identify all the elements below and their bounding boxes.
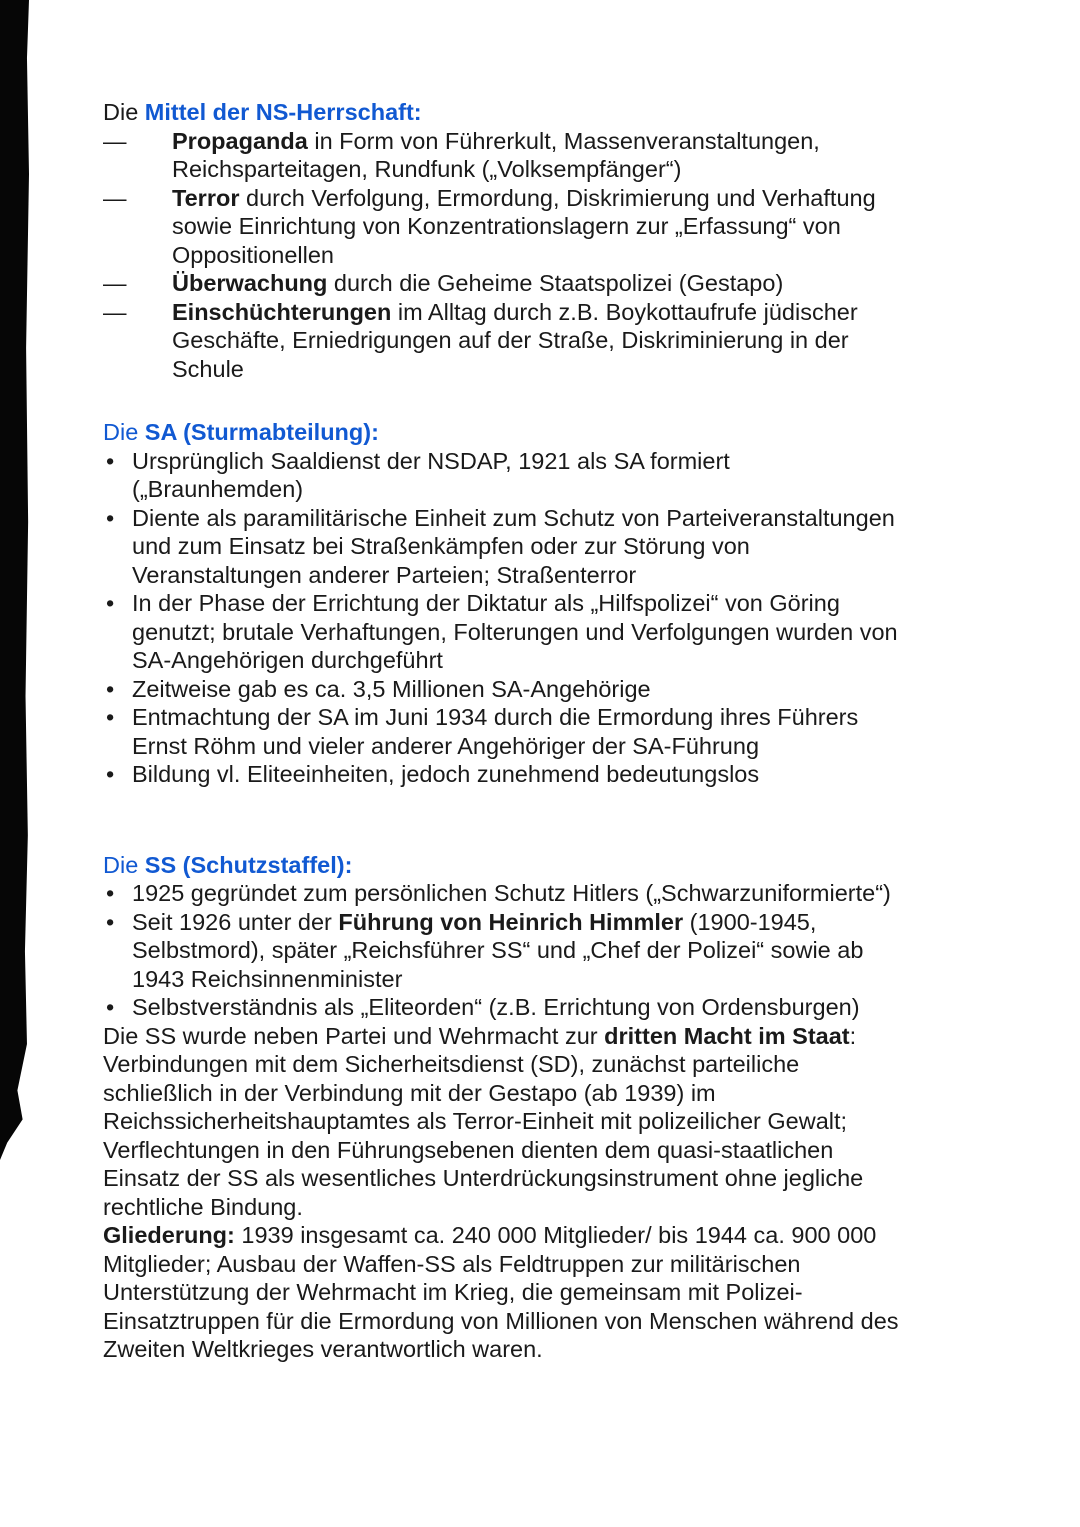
regular-text: (1900-1945, (683, 908, 817, 935)
text-line (103, 908, 1003, 937)
line-text (172, 241, 334, 270)
regular-text: Selbstverständnis als „Eliteorden“ (z.B. Errichtung von Ordensburgen) (132, 994, 860, 1020)
text-line (103, 1022, 1003, 1051)
bold-text: Führung von Heinrich Himmler (338, 908, 684, 935)
bold-text: Überwachung (172, 270, 328, 296)
line-text (103, 1221, 876, 1250)
regular-text: sowie Einrichtung von Konzentrationslagern zur „Erfassung“ von (172, 213, 841, 239)
line-text (132, 447, 730, 476)
regular-text: Zeitweise gab es ca. 3,5 Millionen SA-Angehörige (132, 675, 651, 702)
line-text (172, 355, 244, 384)
line-text (172, 326, 849, 355)
line-text (103, 1307, 899, 1336)
line-text (103, 1079, 716, 1108)
text-line (103, 447, 1003, 476)
text-line (103, 212, 1003, 241)
bullet-marker: • (106, 675, 115, 702)
regular-text: Unterstützung der Wehrmacht im Krieg, die gemeinsam mit Polizei- (103, 1279, 803, 1305)
regular-text: Mitglieder; Ausbau der Waffen-SS als Feldtruppen zur militärischen (103, 1250, 801, 1277)
indent-spacer (103, 965, 132, 994)
list-item (103, 703, 1003, 760)
regular-text: und zum Einsatz bei Straßenkämpfen oder zur Störung von (132, 533, 750, 559)
regular-text: im Alltag durch z.B. Boykottaufrufe jüdischer (391, 298, 858, 325)
line-text (172, 298, 858, 327)
section-heading (103, 418, 1003, 447)
regular-text: schließlich in der Verbindung mit der Gestapo (ab 1939) im (103, 1079, 716, 1106)
regular-text: Die (103, 99, 145, 125)
bold-text: Propaganda (172, 127, 308, 154)
section-heading (103, 98, 1003, 127)
regular-text: Die (103, 419, 145, 445)
regular-text: Zweiten Weltkrieges verantwortlich waren. (103, 1336, 543, 1362)
indent-spacer (103, 355, 172, 384)
indent-spacer (103, 155, 172, 184)
bullet-marker: • (106, 908, 115, 935)
indent-spacer (103, 646, 132, 675)
regular-text: Reichsparteitagen, Rundfunk („Volksempfänger“) (172, 156, 682, 182)
regular-text: Verflechtungen in den Führungsebenen dienten dem quasi-staatlichen (103, 1136, 834, 1163)
text-line (103, 879, 1003, 908)
regular-text: Ursprünglich Saaldienst der NSDAP, 1921 als SA formiert (132, 447, 730, 474)
indent-spacer (103, 618, 132, 647)
regular-text: Ernst Röhm und vieler anderer Angehöriger der SA-Führung (132, 732, 760, 759)
regular-text: Seit 1926 unter der (132, 908, 339, 935)
text-line (103, 1136, 1003, 1165)
indent-spacer (103, 475, 132, 504)
list-item (103, 879, 1003, 908)
text-line (103, 155, 1003, 184)
regular-text: : (849, 1022, 857, 1049)
bullet-marker: • (106, 590, 115, 616)
regular-text: genutzt; brutale Verhaftungen, Folterungen und Verfolgungen wurden von (132, 618, 898, 645)
text-line (103, 326, 1003, 355)
line-text (103, 1250, 801, 1279)
indent-spacer (103, 532, 132, 561)
line-text (132, 618, 898, 647)
list-item (103, 447, 1003, 504)
indent-spacer (103, 212, 172, 241)
bold-text: SS (Schutzstaffel): (144, 851, 353, 878)
regular-text: Selbstmord), später „Reichsführer SS“ und „Chef der Polizei“ sowie ab (132, 937, 864, 963)
text-line (103, 1050, 1003, 1079)
bullet-marker: • (106, 761, 115, 787)
line-text (172, 269, 783, 298)
text-line (103, 184, 1003, 213)
text-line (103, 1107, 1003, 1136)
list-item (103, 908, 1003, 994)
line-text (103, 98, 422, 127)
line-text (132, 732, 759, 761)
text-line (103, 241, 1003, 270)
line-text (132, 760, 759, 789)
line-text (132, 561, 636, 590)
list-item (103, 993, 1003, 1022)
line-text (132, 475, 303, 504)
bold-text: dritten Macht im Staat (604, 1022, 850, 1049)
regular-text: Reichssicherheitshauptamtes als Terror-Einheit mit polizeilicher Gewalt; (103, 1108, 848, 1134)
list-item (103, 269, 1003, 298)
text-line (103, 646, 1003, 675)
line-text (103, 1050, 799, 1079)
text-line (103, 703, 1003, 732)
paragraph (103, 1221, 1003, 1364)
document-content (103, 98, 1003, 1364)
text-line (103, 936, 1003, 965)
indent-spacer (103, 732, 132, 761)
dash-marker: — (103, 184, 127, 211)
list-item (103, 760, 1003, 789)
regular-text: Diente als paramilitärische Einheit zum Schutz von Parteiveranstaltungen (132, 504, 895, 531)
regular-text: Oppositionellen (172, 241, 334, 268)
line-text (132, 936, 863, 965)
regular-text: in Form von Führerkult, Massenveranstaltungen, (307, 127, 820, 154)
text-line (103, 269, 1003, 298)
line-text (132, 879, 891, 908)
list-item (103, 675, 1003, 704)
regular-text: Schule (172, 355, 244, 382)
indent-spacer (103, 936, 132, 965)
regular-text: 1943 Reichsinnenminister (132, 965, 403, 992)
regular-text: Bildung vl. Eliteeinheiten, jedoch zunehmend bedeutungslos (132, 761, 760, 787)
regular-text: Geschäfte, Erniedrigungen auf der Straße, Diskriminierung in der (172, 327, 849, 353)
regular-text: Entmachtung der SA im Juni 1934 durch die Ermordung ihres Führers (132, 704, 859, 730)
text-line (103, 965, 1003, 994)
text-line (103, 1250, 1003, 1279)
line-text (132, 504, 895, 533)
regular-text: Verbindungen mit dem Sicherheitsdienst (SD), zunächst parteiliche (103, 1051, 800, 1077)
dash-marker: — (103, 298, 127, 325)
text-line (103, 475, 1003, 504)
line-text (103, 1107, 847, 1136)
text-line (103, 98, 1003, 127)
line-text (132, 965, 402, 994)
bullet-marker: • (106, 880, 115, 906)
line-text (103, 418, 379, 447)
regular-text: („Braunhemden) (132, 476, 304, 502)
text-line (103, 1335, 1003, 1364)
line-text (103, 1335, 543, 1364)
line-text (103, 1136, 833, 1165)
text-line (103, 993, 1003, 1022)
line-text (103, 1193, 303, 1222)
paragraph (103, 1022, 1003, 1222)
line-text (103, 1278, 803, 1307)
regular-text: Einsatz der SS als wesentliches Unterdrückungsinstrument ohne jegliche (103, 1165, 864, 1191)
text-line (103, 589, 1003, 618)
regular-text: SA-Angehörigen durchgeführt (132, 647, 443, 673)
line-text (132, 703, 858, 732)
bullet-marker: • (106, 704, 115, 730)
indent-spacer (103, 326, 172, 355)
text-line (103, 760, 1003, 789)
bold-text: SA (Sturmabteilung): (144, 419, 379, 445)
list-item (103, 127, 1003, 184)
text-line (103, 1079, 1003, 1108)
line-text (172, 127, 820, 156)
text-line (103, 1193, 1003, 1222)
line-text (132, 993, 860, 1022)
text-line (103, 618, 1003, 647)
blank-space (103, 789, 1003, 851)
bullet-marker: • (106, 447, 115, 474)
blank-space (103, 383, 1003, 418)
line-text (132, 675, 651, 704)
text-line (103, 1221, 1003, 1250)
line-text (103, 1022, 856, 1051)
line-text (103, 851, 352, 880)
indent-spacer (103, 241, 172, 270)
regular-text: 1939 insgesamt ca. 240 000 Mitglieder/ bis 1944 ca. 900 000 (234, 1222, 877, 1248)
regular-text: durch Verfolgung, Ermordung, Diskrimierung und Verhaftung (239, 184, 876, 211)
line-text (132, 532, 750, 561)
regular-text: rechtliche Bindung. (103, 1193, 303, 1220)
dash-marker: — (103, 127, 127, 154)
line-text (103, 1164, 863, 1193)
bullet-marker: • (106, 994, 115, 1020)
section-heading (103, 851, 1003, 880)
line-text (172, 212, 841, 241)
text-line (103, 561, 1003, 590)
text-line (103, 1278, 1003, 1307)
bold-text: Einschüchterungen (172, 298, 392, 325)
list-item (103, 298, 1003, 384)
text-line (103, 675, 1003, 704)
regular-text: Die SS wurde neben Partei und Wehrmacht zur (103, 1022, 605, 1049)
text-line (103, 532, 1003, 561)
text-line (103, 127, 1003, 156)
regular-text: Die (103, 851, 145, 878)
text-line (103, 1164, 1003, 1193)
text-line (103, 418, 1003, 447)
scan-artifact-left-edge (0, 0, 29, 1160)
text-line (103, 1307, 1003, 1336)
line-text (132, 589, 840, 618)
regular-text: Veranstaltungen anderer Parteien; Straßenterror (132, 561, 637, 588)
line-text (132, 646, 443, 675)
line-text (132, 908, 816, 937)
regular-text: 1925 gegründet zum persönlichen Schutz Hitlers („Schwarzuniformierte“) (132, 880, 891, 906)
bold-text: Gliederung: (103, 1222, 235, 1248)
text-line (103, 504, 1003, 533)
text-line (103, 298, 1003, 327)
bullet-marker: • (106, 504, 115, 531)
line-text (172, 184, 876, 213)
text-line (103, 355, 1003, 384)
bold-text: Terror (172, 184, 240, 211)
list-item (103, 184, 1003, 270)
line-text (172, 155, 681, 184)
regular-text: Einsatztruppen für die Ermordung von Millionen von Menschen während des (103, 1307, 899, 1334)
text-line (103, 732, 1003, 761)
indent-spacer (103, 561, 132, 590)
text-line (103, 851, 1003, 880)
dash-marker: — (103, 270, 127, 296)
bold-text: Mittel der NS-Herrschaft: (144, 99, 422, 125)
regular-text: In der Phase der Errichtung der Diktatur als „Hilfspolizei“ von Göring (132, 590, 840, 616)
regular-text: durch die Geheime Staatspolizei (Gestapo) (327, 270, 784, 296)
list-item (103, 504, 1003, 590)
list-item (103, 589, 1003, 675)
